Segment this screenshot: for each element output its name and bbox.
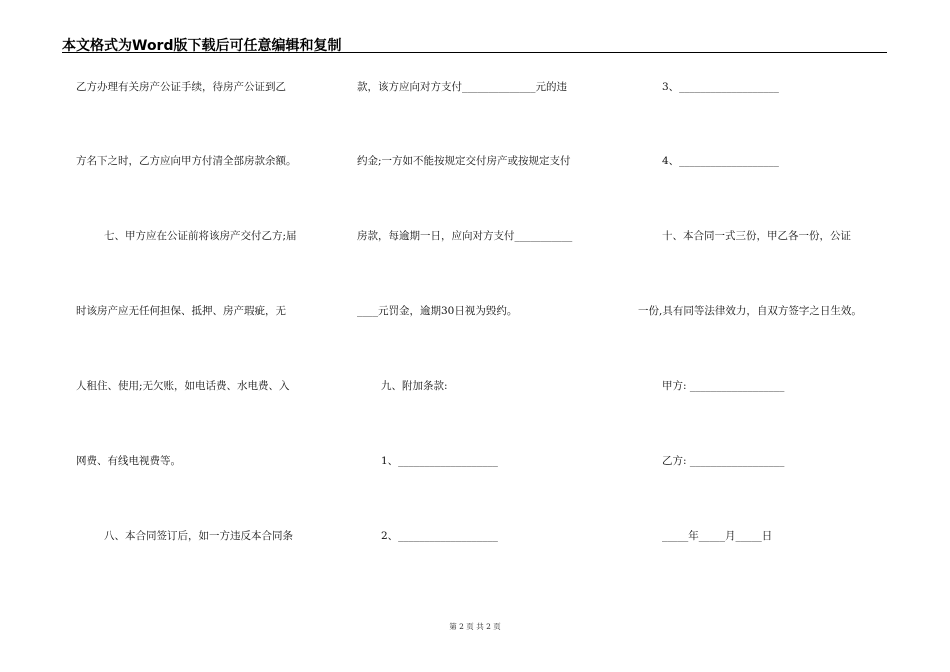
middle-line-2: 约金;一方如不能按规定交付房产或按规定支付: [357, 155, 571, 167]
left-line-2: 方名下之时，乙方应向甲方付清全部房款余额。: [76, 155, 297, 167]
middle-line-1: 款，该方应向对方支付______________元的违: [357, 81, 567, 93]
right-line-4: 一份,具有同等法律效力，自双方签字之日生效。: [638, 305, 862, 317]
right-line-5: 甲方: __________________: [662, 380, 785, 392]
middle-line-7: 2、___________________: [381, 530, 498, 542]
left-line-1: 乙方办理有关房产公证手续，待房产公证到乙: [76, 81, 286, 93]
right-line-6: 乙方: __________________: [662, 455, 785, 467]
right-line-1: 3、___________________: [662, 81, 779, 93]
left-line-7: 八、本合同签订后，如一方违反本合同条: [104, 530, 293, 542]
middle-line-6: 1、___________________: [381, 455, 498, 467]
page-number: 第 2 页 共 2 页: [449, 622, 501, 631]
document-header-title: 本文格式为Word版下载后可任意编辑和复制: [62, 38, 342, 54]
right-line-2: 4、___________________: [662, 155, 779, 167]
header-divider: [62, 52, 887, 53]
right-line-7: _____年_____月_____日: [662, 530, 773, 542]
left-line-5: 人租住、使用;无欠账，如电话费、水电费、入: [76, 380, 290, 392]
left-line-3: 七、甲方应在公证前将该房产交付乙方;届: [104, 230, 297, 242]
right-line-3: 十、本合同一式三份，甲乙各一份，公证: [662, 230, 851, 242]
middle-line-5: 九、附加条款:: [381, 380, 448, 392]
left-line-4: 时该房产应无任何担保、抵押、房产瑕疵，无: [76, 305, 286, 317]
left-line-6: 网费、有线电视费等。: [76, 455, 181, 467]
middle-line-4: ____元罚金，逾期30日视为毁约。: [357, 305, 518, 317]
middle-line-3: 房款，每逾期一日，应向对方支付___________: [357, 230, 573, 242]
